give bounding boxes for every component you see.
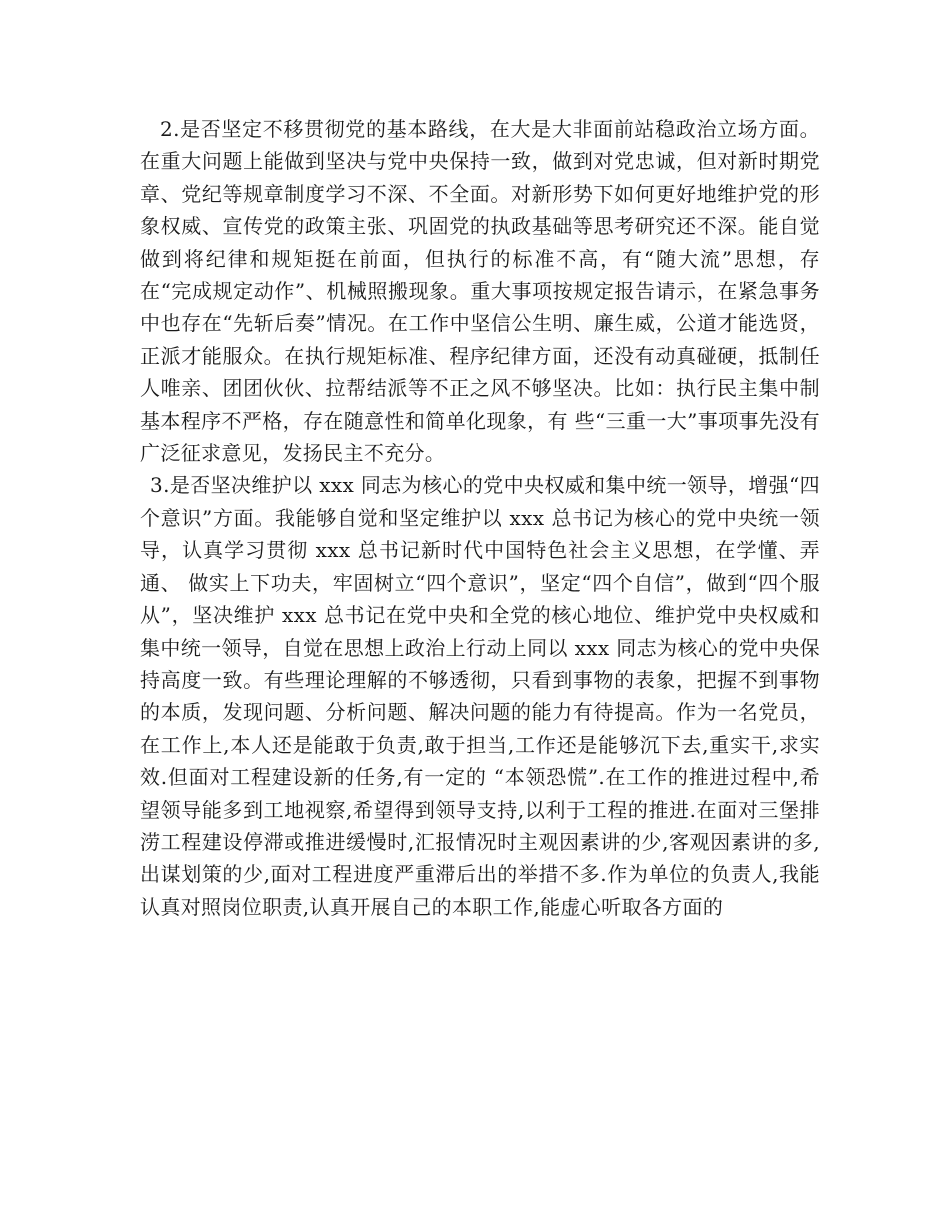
paragraph-item-3: 3.是否坚决维护以 xxx 同志为核心的党中央权威和集中统一领导，增强“四个意识”方面。我能够自觉和坚定维护以 xxx 总书记为核心的党中央统一领导，认真学习贯彻 xxx 总书记新时代中国特色社会主义思想，在学懂、弄通、 做实上下功夫，牢固树立“四个意识”，坚定“四个自信”，做到“四个服从”，坚决维护 xxx 总书记在党中央和全党的核心地位、维护党中央权威和集中统一领导，自觉在思想上政治上行动上同以 xxx 同志为核心的党中央保持高度一致。有些理论理解的不够透彻，只看到事物的表象，把握不到事物的本质，发现问题、分析问题、解决问题的能力有待提高。作为一名党员，在工作上,本人还是能敢于负责,敢于担当,工作还是能够沉下去,重实干,求实效.但面对工程建设新的任务,有一定的 “本领恐慌”.在工作的推进过程中,希望领导能多到工地视察,希望得到领导支持,以利于工程的推进.在面对三堡排涝工程建设停滞或推进缓慢时,汇报情况时主观因素讲的少,客观因素讲的多,出谋划策的少,面对工程进度严重滞后出的举措不多.作为单位的负责人,我能认真对照岗位职责,认真开展自己的本职工作,能虚心听取各方面的 — [140, 473, 820, 919]
document-body — [140, 113, 820, 923]
paragraph-item-2: 2.是否坚定不移贯彻党的基本路线，在大是大非面前站稳政治立场方面。在重大问题上能做到坚决与党中央保持一致，做到对党忠诚，但对新时期党章、党纪等规章制度学习不深、不全面。对新形势下如何更好地维护党的形象权威、宣传党的政策主张、巩固党的执政基础等思考研究还不深。能自觉做到将纪律和规矩挺在前面，但执行的标准不高，有“随大流”思想，存在“完成规定动作”、机械照搬现象。重大事项按规定报告请示，在紧急事务中也存在“先斩后奏”情况。在工作中坚信公生明、廉生威，公道才能选贤，正派才能服众。在执行规矩标准、程序纪律方面，还没有动真碰硬，抵制任人唯亲、团团伙伙、拉帮结派等不正之风不够坚决。比如：执行民主集中制基本程序不严格，存在随意性和简单化现象，有 些“三重一大”事项事先没有广泛征求意见，发扬民主不充分。 — [140, 117, 820, 466]
